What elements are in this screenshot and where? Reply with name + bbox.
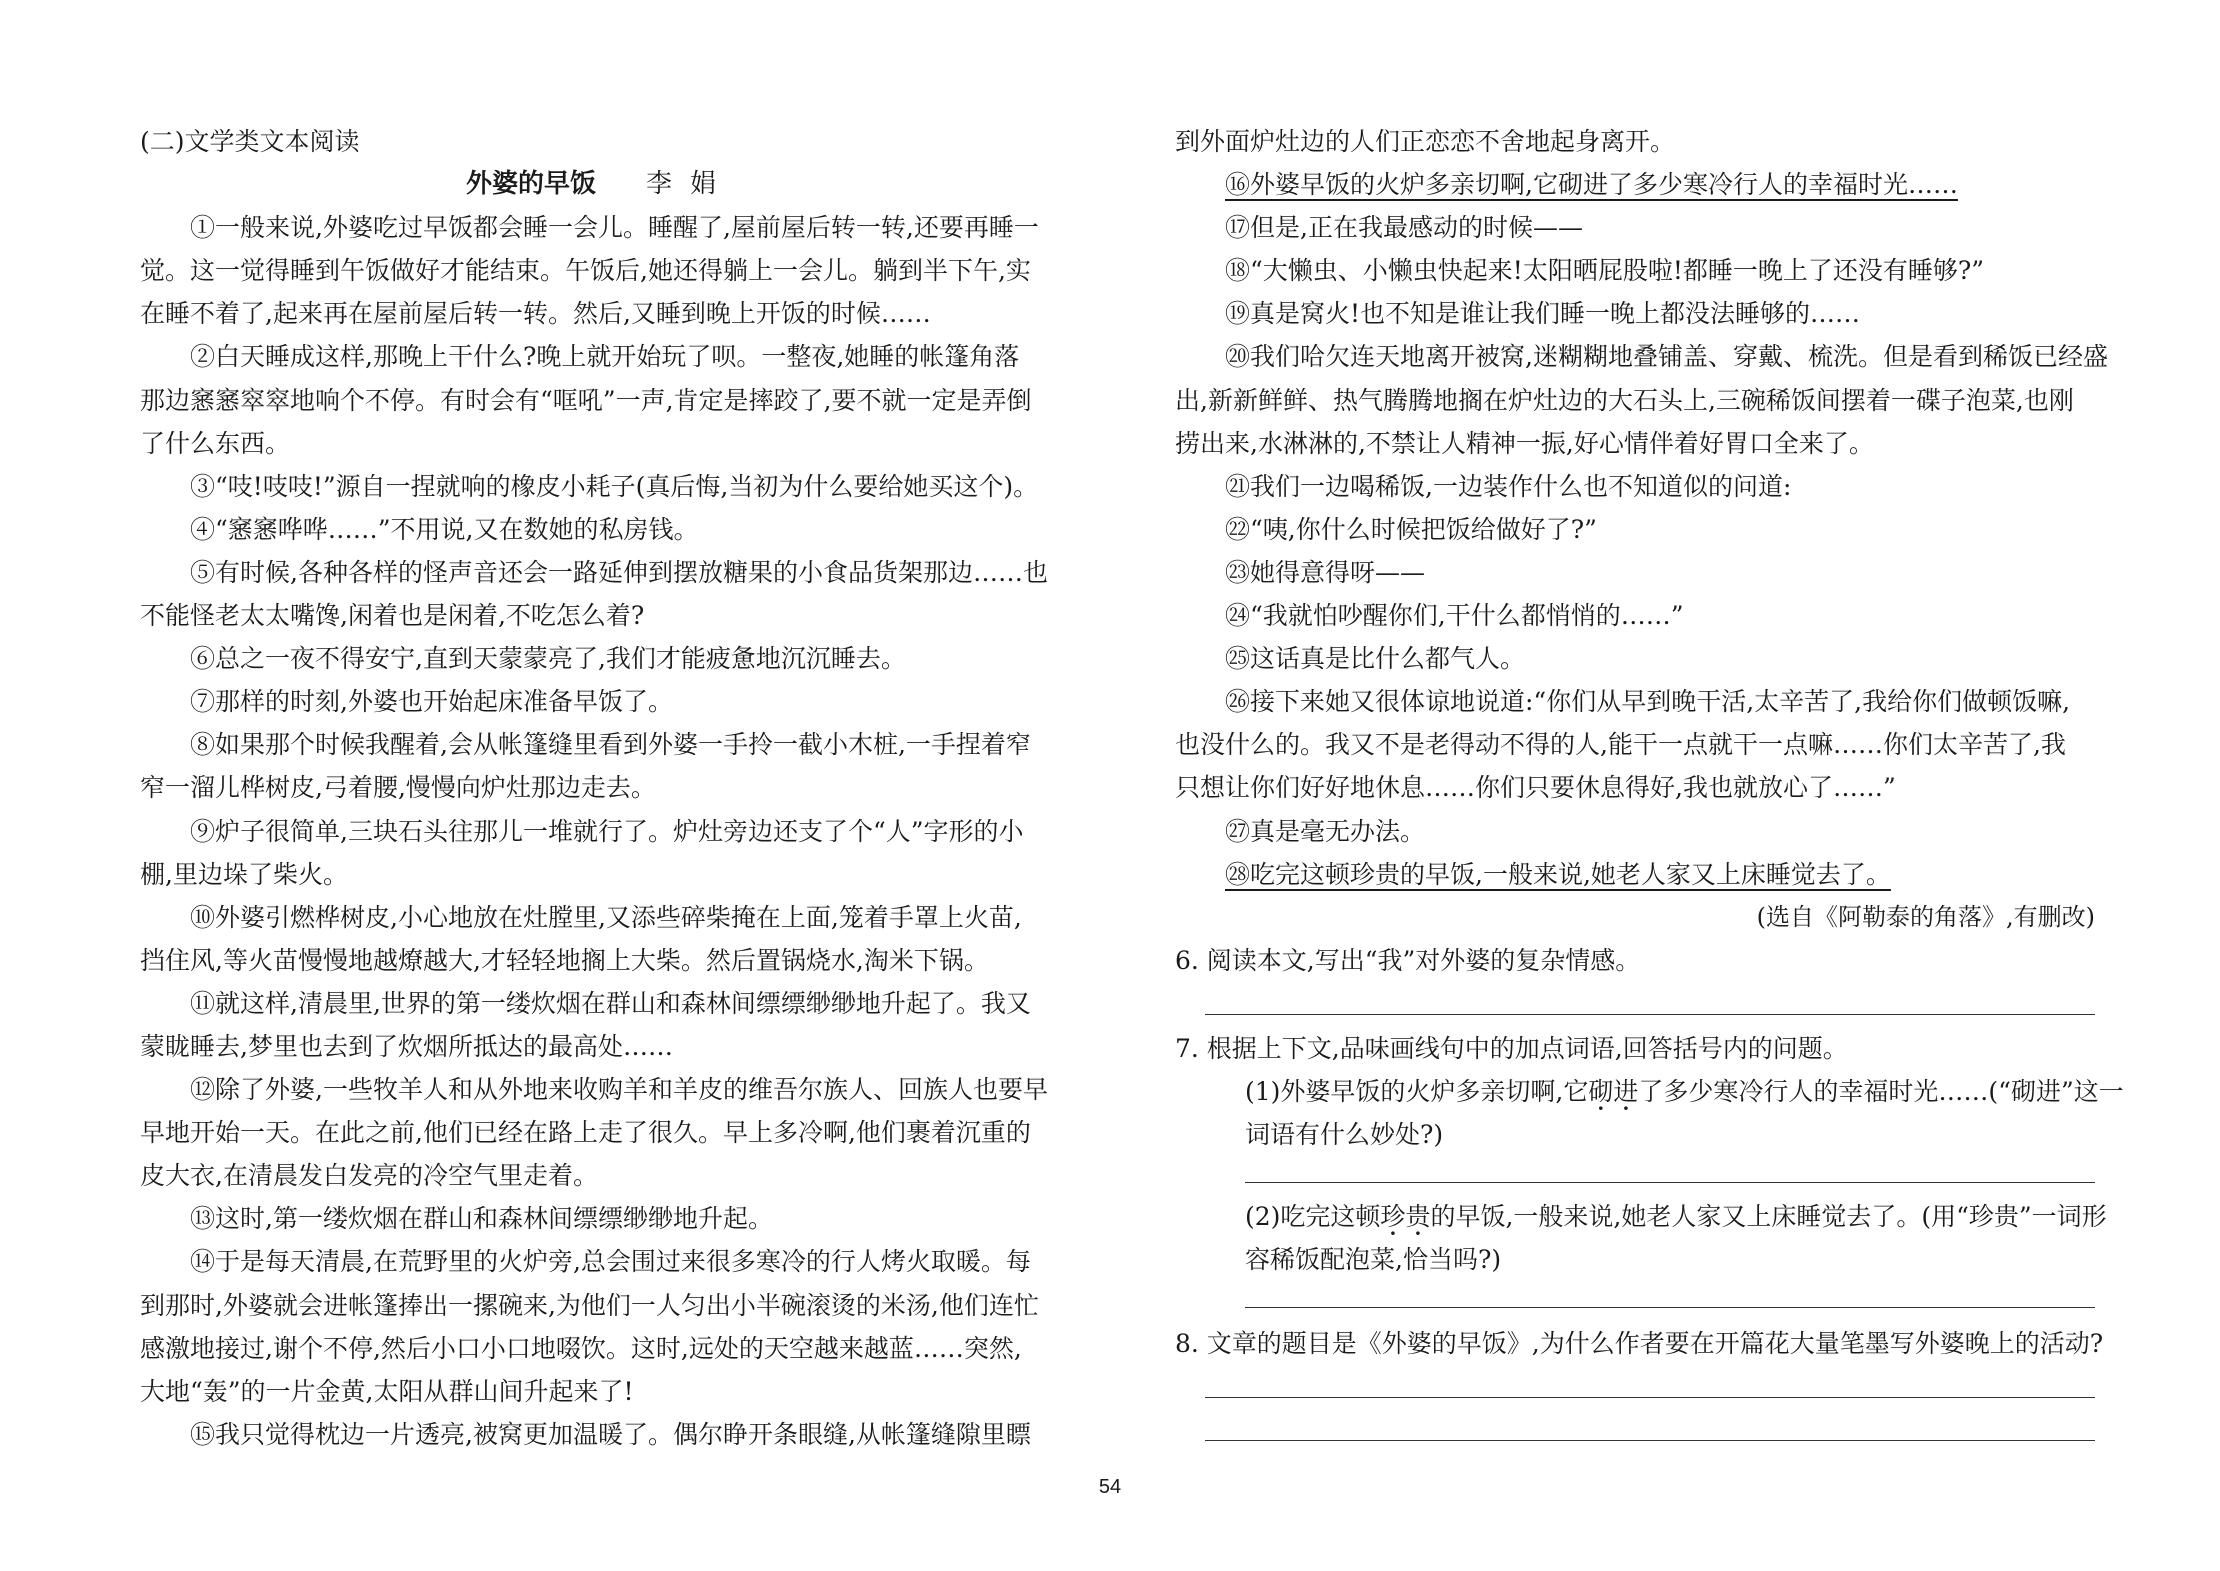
- question-7-2: [1175, 1195, 2107, 1238]
- text-line: ⑬这时,第一缕炊烟在群山和森林间缥缥缈缈地升起。: [190, 1204, 773, 1234]
- question-6: 6. 阅读本文,写出“我”对外婆的复杂情感。: [1175, 945, 1641, 975]
- text-line: ㉒“咦,你什么时候把饭给做好了?”: [1225, 514, 1597, 544]
- text-line: ④“窸窸哗哗……”不用说,又在数她的私房钱。: [190, 514, 699, 544]
- q7-2-text-pre: (2)吃完这顿: [1245, 1202, 1381, 1232]
- answer-line-q8-2[interactable]: [1205, 1440, 2095, 1441]
- text-line: ⑦那样的时刻,外婆也开始起床准备早饭了。: [190, 687, 673, 717]
- text-line: 感激地接过,谢个不停,然后小口小口地啜饮。这时,远处的天空越来越蓝……突然,: [140, 1333, 1022, 1363]
- text-line: 窄一溜儿桦树皮,弓着腰,慢慢向炉灶那边走去。: [140, 773, 656, 803]
- underlined-sentence: ⑯外婆早饭的火炉多亲切啊,它砌进了多少寒冷行人的幸福时光……: [1225, 170, 1958, 200]
- text-line: 不能怪老太太嘴馋,闲着也是闲着,不吃怎么着?: [140, 601, 645, 631]
- question-7-1-cont: 词语有什么妙处?): [1245, 1120, 1444, 1150]
- underlined-sentence: ㉘吃完这顿珍贵的早饭,一般来说,她老人家又上床睡觉去了。: [1225, 859, 1891, 889]
- q7-1-dotted-char: 进: [1613, 1076, 1639, 1106]
- text-line: 早地开始一天。在此之前,他们已经在路上走了很久。早上多冷啊,他们裹着沉重的: [140, 1118, 1031, 1148]
- q7-1-text-pre: (1)外婆早饭的火炉多亲切啊,它: [1245, 1076, 1589, 1106]
- text-line: ⑭于是每天清晨,在荒野里的火炉旁,总会围过来很多寒冷的行人烤火取暖。每: [190, 1247, 1031, 1277]
- question-7-1: [1175, 1070, 2124, 1113]
- source-citation: (选自《阿勒泰的角落》,有删改): [1756, 902, 2095, 931]
- article-body-left: [140, 206, 1060, 1456]
- text-line: 那边窸窸窣窣地响个不停。有时会有“哐吼”一声,肯定是摔跤了,要不就一定是弄倒: [140, 385, 1032, 415]
- text-line: ⑥总之一夜不得安宁,直到天蒙蒙亮了,我们才能疲惫地沉沉睡去。: [190, 644, 906, 674]
- text-line: 蒙眬睡去,梦里也去到了炊烟所抵达的最高处……: [140, 1031, 673, 1061]
- q7-2-dotted-char: 珍: [1380, 1202, 1406, 1232]
- text-line: 也没什么的。我又不是老得动不得的人,能干一点就干一点嘛……你们太辛苦了,我: [1175, 730, 2066, 760]
- page-number: 54: [1098, 1476, 1122, 1498]
- text-line: ⑫除了外婆,一些牧羊人和从外地来收购羊和羊皮的维吾尔族人、回族人也要早: [190, 1075, 1048, 1105]
- text-line: 了什么东西。: [140, 428, 291, 458]
- article-title: 外婆的早饭: [465, 169, 596, 200]
- text-line: ①一般来说,外婆吃过早饭都会睡一会儿。睡醒了,屋前屋后转一转,还要再睡一: [190, 213, 1039, 243]
- text-line: ⑮我只觉得枕边一片透亮,被窝更加温暖了。偶尔睁开条眼缝,从帐篷缝隙里瞟: [190, 1419, 1031, 1449]
- text-line: ⑲真是窝火!也不知是谁让我们睡一晚上都没法睡够的……: [1225, 299, 1861, 329]
- text-line: ⑧如果那个时候我醒着,会从帐篷缝里看到外婆一手拎一截小木桩,一手捏着窄: [190, 730, 1031, 760]
- text-line: ㉗真是毫无办法。: [1225, 816, 1426, 846]
- question-7-2-cont: 容稀饭配泡菜,恰当吗?): [1245, 1245, 1502, 1275]
- article-author: 李娟: [646, 169, 735, 200]
- q7-2-text-post: 的早饭,一般来说,她老人家又上床睡觉去了。(用“珍贵”一词形: [1430, 1202, 2107, 1232]
- text-line: ㉑我们一边喝稀饭,一边装作什么也不知道似的问道:: [1225, 471, 1792, 501]
- text-line: 觉。这一觉得睡到午饭做好才能结束。午饭后,她还得躺上一会儿。躺到半下午,实: [140, 256, 1031, 286]
- article-body-right: [1175, 120, 2108, 896]
- text-line: 捞出来,水淋淋的,不禁让人精神一振,好心情伴着好胃口全来了。: [1175, 428, 1874, 458]
- left-column: [140, 120, 1060, 1456]
- text-line: [1175, 853, 2095, 896]
- text-line: ㉕这话真是比什么都气人。: [1225, 644, 1526, 674]
- q7-1-text-post: 了多少寒冷行人的幸福时光……(“砌进”这一: [1638, 1076, 2124, 1106]
- text-line: ⑤有时候,各种各样的怪声音还会一路延伸到摆放糖果的小食品货架那边……也: [190, 557, 1048, 587]
- text-line: ⑪就这样,清晨里,世界的第一缕炊烟在群山和森林间缥缥缈缈地升起了。我又: [190, 988, 1031, 1018]
- text-line: ㉓她得意得呀——: [1225, 557, 1426, 587]
- question-8: 8. 文章的题目是《外婆的早饭》,为什么作者要在开篇花大量笔墨写外婆晚上的活动?: [1175, 1329, 2104, 1359]
- text-line: ⑳我们哈欠连天地离开被窝,迷糊糊地叠铺盖、穿戴、梳洗。但是看到稀饭已经盛: [1225, 342, 2108, 372]
- right-column: [1175, 120, 2124, 1441]
- article-title-row: [140, 163, 1060, 206]
- text-line: 出,新新鲜鲜、热气腾腾地搁在炉灶边的大石头上,三碗稀饭间摆着一碟子泡菜,也刚: [1175, 385, 2074, 415]
- text-line: ㉔“我就怕吵醒你们,干什么都悄悄的……”: [1225, 601, 1684, 631]
- text-line: ②白天睡成这样,那晚上干什么?晚上就开始玩了呗。一整夜,她睡的帐篷角落: [190, 342, 1020, 372]
- text-line: ⑨炉子很简单,三块石头往那儿一堆就行了。炉灶旁边还支了个“人”字形的小: [190, 816, 1024, 846]
- text-line: 到外面炉灶边的人们正恋恋不舍地起身离开。: [1175, 127, 1676, 156]
- text-line: ③“吱!吱吱!”源自一捏就响的橡皮小耗子(真后悔,当初为什么要给她买这个)。: [190, 471, 1039, 501]
- text-line: ⑱“大懒虫、小懒虫快起来!太阳晒屁股啦!都睡一晚上了还没有睡够?”: [1225, 256, 1985, 286]
- text-line: 在睡不着了,起来再在屋前屋后转一转。然后,又睡到晚上开饭的时候……: [140, 299, 931, 329]
- text-line: 只想让你们好好地休息……你们只要休息得好,我也就放心了……”: [1175, 773, 1896, 803]
- question-7: 7. 根据上下文,品味画线句中的加点词语,回答括号内的问题。: [1175, 1033, 1848, 1063]
- text-line: 大地“轰”的一片金黄,太阳从群山间升起来了!: [140, 1376, 634, 1406]
- q7-2-dotted-char: 贵: [1405, 1202, 1431, 1232]
- section-title: (二)文学类文本阅读: [140, 127, 360, 156]
- text-line: ㉖接下来她又很体谅地说道:“你们从早到晚干活,太辛苦了,我给你们做顿饭嘛,: [1225, 687, 2071, 717]
- text-line: ⑰但是,正在我最感动的时候——: [1225, 213, 1583, 243]
- q7-1-dotted-char: 砌: [1588, 1076, 1614, 1106]
- text-line: 到那时,外婆就会进帐篷捧出一摞碗来,为他们一人匀出小半碗滚烫的米汤,他们连忙: [140, 1290, 1039, 1320]
- text-line: [1175, 163, 2095, 206]
- text-line: 棚,里边垛了柴火。: [140, 859, 348, 889]
- text-line: 挡住风,等火苗慢慢地越燎越大,才轻轻地搁上大柴。然后置锅烧水,淘米下锅。: [140, 945, 989, 975]
- text-line: 皮大衣,在清晨发白发亮的冷空气里走着。: [140, 1161, 598, 1191]
- text-line: ⑩外婆引燃桦树皮,小心地放在灶膛里,又添些碎柴掩在上面,笼着手罩上火苗,: [190, 902, 1022, 932]
